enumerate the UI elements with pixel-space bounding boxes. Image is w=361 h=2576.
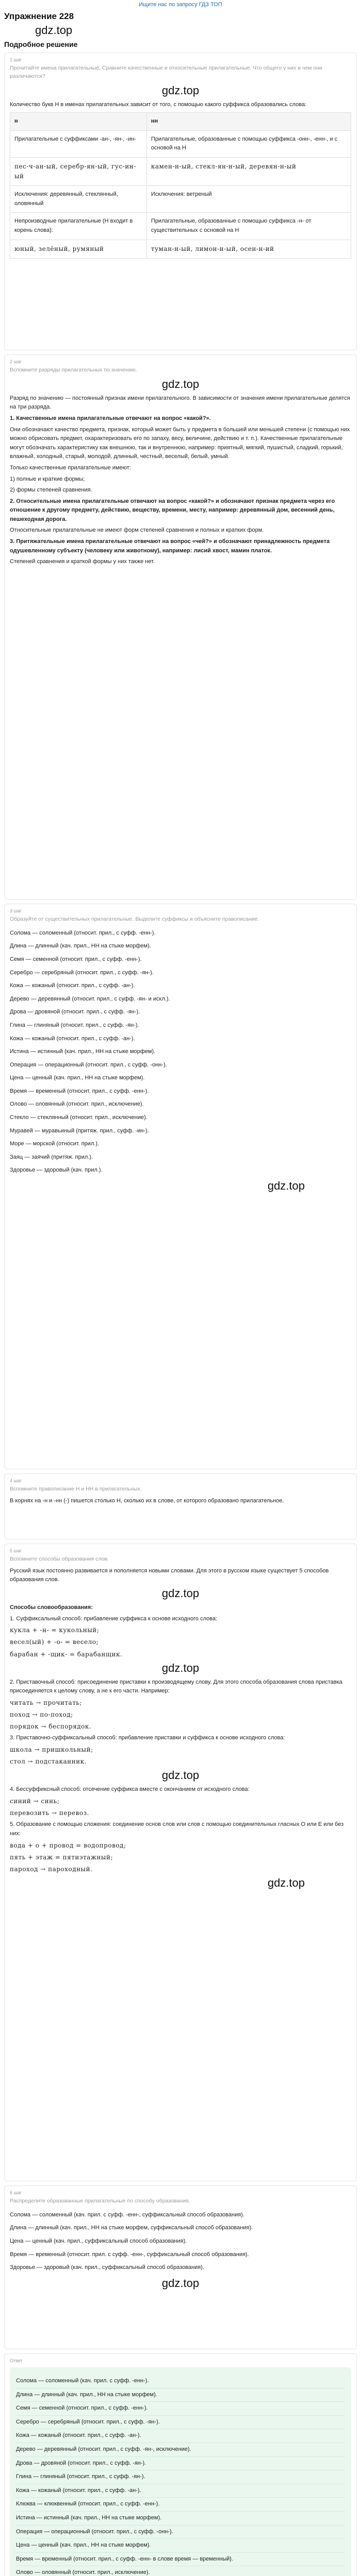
answer-block (4, 2353, 357, 2576)
list-item: Истина — истинный (кач. прил., НН на стыке морфем). (10, 1048, 156, 1055)
list-item: Здоровье — здоровый (кач. прил.). (10, 1167, 103, 1174)
list-item: Клюква — клюквенный (относит. прил., с суфф. -енн-). (16, 2498, 345, 2512)
step-task: Вспомните разряды прилагательных по значению. (10, 367, 137, 373)
paragraph: 2. Приставочный способ: присоединение приставки к производящему слову. Для этого способа образования слова приставка присоединяется к целому слову, а не к его части. Например: (10, 1679, 342, 1694)
table-cell: Исключения: деревянный, стеклянный, оловянный (10, 186, 147, 213)
list-item: Солома — соломенный (кач. прил. с суфф. -енн-). (16, 2375, 345, 2388)
table-cell: Прилагательные, образованные с помощью суффикса -онн-, -енн-, и с основой на Н (146, 130, 351, 157)
list-item: Здоровье — здоровый (кач. прил., суффиксальный способ образования). (10, 2264, 204, 2271)
list-item: Цена — ценный (кач. прил., НН на стыке морфем). (16, 2539, 345, 2553)
step-intro: Количество букв Н в именах прилагательных зависит от того, с помощью какого суффикса образовались слова: (10, 101, 307, 108)
step-label: 4 шаг (10, 1478, 22, 1483)
step-6-block (4, 2185, 357, 2349)
watermark: gdz.top (267, 1179, 305, 1193)
example: пароход → пароходный. (10, 1865, 93, 1873)
list-item: Дрова — дровяной (относит. прил., с суфф. -ян-). (16, 2457, 345, 2471)
table-cell: камен-н-ый, стекл-ян-н-ый, деревян-н-ый (146, 157, 351, 185)
watermark: gdz.top (161, 377, 200, 391)
word-list (10, 927, 351, 1177)
list-item: Кожа — кожаный (относит. прил., с суфф. -ан-). (10, 1035, 135, 1042)
list-item: Серебро — серебряный (относит. прил., с суфф. -ян-). (10, 969, 154, 976)
list-item: Цена — ценный (кач. прил., НН на стыке морфем). (10, 1075, 145, 1081)
list-item: Серебро — серебряный (относит. прил., с суфф. -ян-). (16, 2416, 345, 2430)
step-task: Образуйте от существительных прилагательные. Выделите суффиксы и объясните правописание. (10, 916, 259, 922)
example: читать → прочитать; (10, 1699, 82, 1706)
list-item: Цена — ценный (кач. прил., суффиксальный способ образования). (10, 2238, 187, 2244)
step-5-block (4, 1544, 357, 2181)
list-item: Кожа — кожаный (относит. прил., с суфф. -ан-). (16, 2429, 345, 2443)
section-subtitle: Подробное решение (4, 40, 78, 48)
paragraph: 2) формы степеней сравнения. (10, 487, 92, 494)
list-item: Время — временный (относит. прил., с суфф. -енн- в слове время — временный). (16, 2553, 345, 2567)
page-content (4, 10, 357, 2576)
example: вода + о + провод = водопровод; (10, 1841, 126, 1849)
table-header: н (10, 113, 147, 131)
step-label: 6 шаг (10, 2190, 22, 2195)
list-item: Время — временный (относит. прил., с суфф. -енн-). (10, 1088, 149, 1094)
example: порядок → беспорядок. (10, 1723, 92, 1731)
watermark: gdz.top (161, 1661, 200, 1674)
watermark: gdz.top (161, 2276, 200, 2290)
table-cell: пес-ч-ан-ый, серебр-ян-ый, гус-ин-ый (10, 157, 147, 185)
list-item: Семя — семенной (относит. прил., с суфф. -енн-). (16, 2402, 345, 2416)
list-item: Операция — операционный (относит. прил., с суфф. -онн-). (10, 1061, 167, 1068)
paragraph: Относительные прилагательные не имеют форм степеней сравнения и полных и кратких форм. (10, 527, 264, 534)
word-list (10, 2209, 351, 2275)
example: кукла + -н- = кукольный; (10, 1626, 100, 1634)
example: перевозить → перевоз. (10, 1809, 89, 1817)
paragraph: 3. Притяжательные имена прилагательные отвечают на вопрос «чей?» и обозначают принадлежность предмета одушевленному субъекту (человеку или животному), например: лисий хвост, мамин платок. (10, 538, 330, 554)
table-cell: Прилагательные с суффиксами -ан-, -ян-, -ин- (10, 130, 147, 157)
step-task: Вспомните способы образования слов. (10, 1556, 109, 1562)
step-3-block (4, 904, 357, 1469)
watermark: gdz.top (161, 1769, 200, 1782)
list-item: Солома — соломенный (кач. прил. с суфф. -енн-, суффиксальный способ образования). (10, 2211, 244, 2218)
example: школа → пришкольный; (10, 1746, 93, 1754)
paragraph: Они обозначают качество предмета, признак, который может быть у предмета в большей или меньшей степени (с помощью них можно обрисовать предмет, охарактеризовать его по запаху, весу, величине, действию и т. п.). Качественные прилагательные могут обозначать характеристику как внешнюю, так и внутреннюю, например: приятный, мягкий, пушистый, сладкий, горький, влажный, холодный, старый, молодой, длинный, честный, веселый, белый, умный. (10, 426, 350, 460)
list-item: Операция — операционный (относит. прил., с суфф. -онн-). (16, 2526, 345, 2539)
list-item: Истина — истинный (кач. прил., НН на стыке морфем). (16, 2512, 345, 2526)
paragraph: 4. Бессуффиксный способ: отсечение суффикса вместе с окончанием от исходного слова: (10, 1786, 250, 1793)
list-item: Время — временный (относит. прил. с суфф. -енн-, суффиксальный способ образования). (10, 2251, 249, 2258)
list-item: Кожа — кожаный (относит. прил., с суфф. -ан-). (16, 2484, 345, 2498)
step-4-block (4, 1473, 357, 1539)
table-cell: Исключения: ветреный (146, 186, 351, 213)
paragraph: 5. Образование с помощью сложения: соединение основ слов или слов с помощью соединительных гласных О или Е или без них: (10, 1821, 344, 1837)
watermark: gdz.top (35, 24, 73, 37)
answer-box (10, 2367, 351, 2576)
list-item: Стекло — стеклянный (относит. прил., исключение). (10, 1114, 147, 1121)
step-task: Вспомните правописание Н и НН в прилагательных. (10, 1486, 142, 1492)
table-header: нн (146, 113, 351, 131)
paragraph: Русский язык постоянно развивается и пополняется новыми словами. Для этого в русском языке существует 5 способов образования слов. (10, 1567, 329, 1583)
watermark: gdz.top (161, 1586, 200, 1600)
paragraph: 3. Приставочно-суффиксальный способ: прибавление приставки и суффикса к основе исходного слова: (10, 1735, 285, 1741)
watermark: gdz.top (267, 1876, 305, 1890)
list-item: Дерево — деревянный (относит. прил., с суфф. -ян- и искл.). (10, 995, 170, 1002)
step-label: 3 шаг (10, 908, 22, 913)
list-item: Заяц — заячий (притяж. прил.). (10, 1154, 93, 1160)
list-item: Кожа — кожаный (относит. прил., с суфф. -ан-). (10, 982, 135, 989)
table-cell: юный, зелёный, румяный (10, 240, 147, 258)
paragraph: Разряд по значению — постоянный признак имени прилагательного. В зависимости от значения имени прилагательные делятся на три разряда. (10, 395, 350, 411)
list-item: Море — морской (относит. прил.). (10, 1141, 100, 1147)
list-item: Семя — семенной (относит. прил., с суфф. -енн-). (10, 956, 142, 962)
table-cell: туман-н-ый, лимон-н-ый, осен-н-ий (146, 240, 351, 258)
paragraph: 1) полные и краткие формы; (10, 476, 85, 482)
list-item: Глина — глиняный (относит. прил., с суфф. -ян-). (10, 1022, 139, 1028)
step-label: 2 шаг (10, 359, 22, 364)
list-item: Длина — длинный (кач. прил., НН на стыке морфем, суффиксальный способ образования). (10, 2225, 253, 2231)
step-label: 5 шаг (10, 1548, 22, 1553)
watermark: gdz.top (161, 83, 200, 97)
top-banner[interactable] (0, 0, 361, 9)
list-item: Длина — длинный (кач. прил., НН на стыке морфем). (16, 2388, 345, 2402)
list-item: Солома — соломенный (относит. прил., с суфф. -енн-). (10, 929, 156, 936)
example: синий → синь; (10, 1798, 60, 1805)
paragraph: 1. Суффиксальный способ: прибавление суффикса к основе исходного слова: (10, 1615, 218, 1622)
paragraph: Способы словообразования: (10, 1604, 93, 1611)
paragraph: Только качественные прилагательные имеют: (10, 464, 131, 471)
example: весел(ый) + -о- = весело; (10, 1638, 99, 1646)
example: поход → по-поход; (10, 1711, 73, 1719)
step-label: 1 шаг (10, 57, 22, 62)
list-item: Длина — длинный (кач. прил., НН на стыке морфем). (10, 943, 151, 950)
list-item: Глина — глиняный (относит. прил., с суфф. -ян-). (16, 2470, 345, 2484)
step-1-block (4, 53, 357, 350)
table-cell: Прилагательные, образованные с помощью суффикса -н- от существительных с основой на Н (146, 213, 351, 240)
list-item: Муравей — муравьиный (притяж. прил., суфф. -ин-). (10, 1127, 149, 1134)
paragraph: В корнях на -н и -нн (-) пишется столько Н, сколько их в слове, от которого образовано прилагательное. (10, 1497, 284, 1504)
list-item: Дрова — дровяной (относит. прил., с суфф. -ян-). (10, 1009, 140, 1015)
spelling-table (10, 112, 351, 259)
step-task: Прочитайте имена прилагательные. Сравните качественные и относительные прилагательные. Что общего у них и чем они различаются? (10, 65, 322, 79)
paragraph: 1. Качественные имена прилагательные отвечают на вопрос «какой?». (10, 415, 211, 421)
example: стол → подстаканник. (10, 1758, 87, 1766)
page-title: Упражнение 228 (4, 11, 74, 21)
paragraph: 2. Относительные имена прилагательные отвечают на вопрос «какой?» и обозначают признак предмета через его отношение к другому предмету, действию, веществу, времени, месту, например: деревянный дом, весенний день, пешеходная дорога. (10, 498, 335, 522)
answer-list (16, 2375, 345, 2576)
step-label: Ответ (10, 2358, 23, 2363)
list-item: Дерево — деревянный (относит. прил., с суфф. -ян-, исключение). (16, 2443, 345, 2457)
table-cell: Непроизводные прилагательные (Н входит в корень слова): (10, 213, 147, 240)
list-item: Олово — оловянный (относит. прил., исключение). (10, 1101, 144, 1108)
example: барабан + -щик- = барабанщик. (10, 1650, 123, 1658)
top-banner-link[interactable]: Ищите нас по запросу ГДЗ ТОП (139, 2, 222, 8)
example: пять + этаж = пятиэтажный; (10, 1853, 113, 1861)
paragraph: Степеней сравнения и краткой формы у них также нет. (10, 558, 155, 565)
list-item: Олово — оловянный (относит. прил., исключение). (16, 2566, 345, 2576)
step-2-block (4, 354, 357, 900)
step-task: Распределите образованные прилагательные по способу образования. (10, 2198, 190, 2204)
